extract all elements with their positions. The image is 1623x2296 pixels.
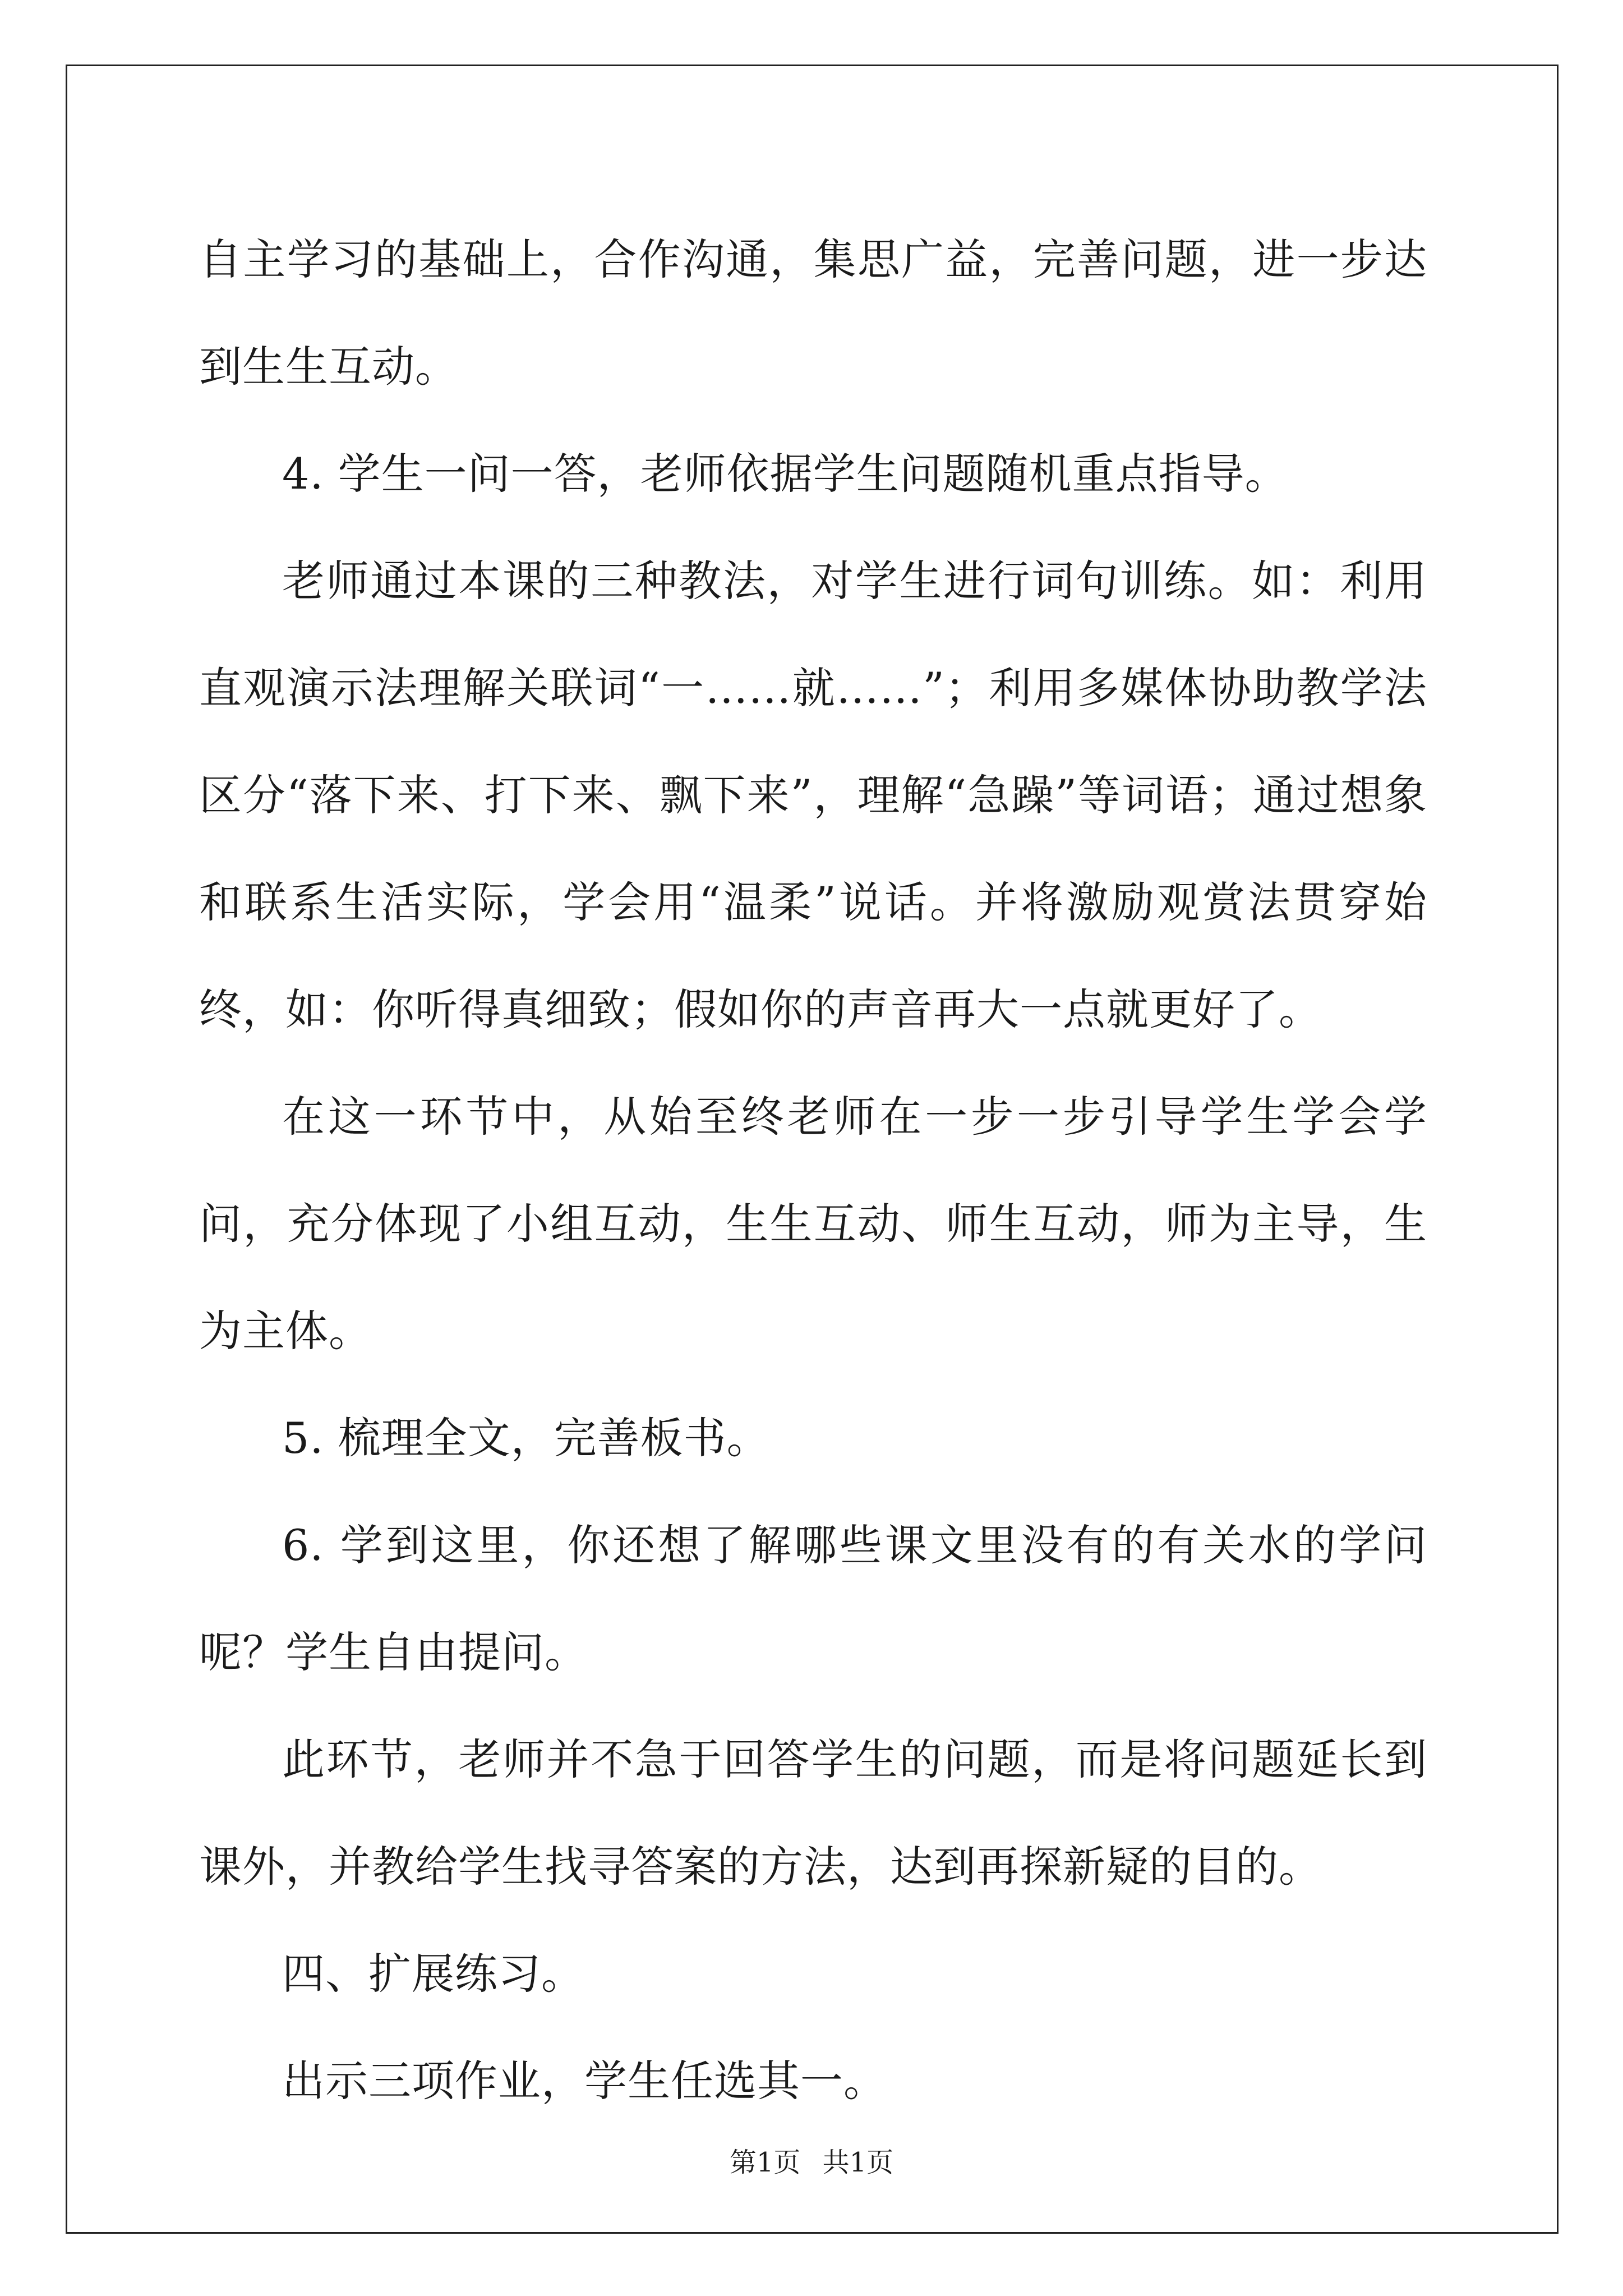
paragraph-7: 此环节，老师并不急于回答学生的问题，而是将问题延长到课外，并教给学生找寻答案的方法，达到再探新疑的目的。 [199,1734,1427,1892]
paragraph-6: 6. 学到这里，你还想了解哪些课文里没有的有关水的学问呢？学生自由提问。 [199,1520,1427,1677]
document-body [199,206,1427,2134]
page-total: 共1页 [822,2147,894,2178]
paragraph-4: 在这一环节中，从始至终老师在一步一步引导学生学会学问，充分体现了小组互动，生生互动、师生互动，师为主导，生为主体。 [199,1092,1427,1356]
page-footer [0,2146,1623,2179]
paragraph-1: 自主学习的基础上，合作沟通，集思广益，完善问题，进一步达到生生互动。 [199,234,1427,392]
paragraph-2: 4. 学生一问一答，老师依据学生问题随机重点指导。 [282,449,1288,499]
paragraph-8: 四、扩展练习。 [282,1949,584,1999]
paragraph-9: 出示三项作业，学生任选其一。 [282,2056,887,2106]
page-number: 第1页 [729,2147,801,2178]
paragraph-3: 老师通过本课的三种教法，对学生进行词句训练。如：利用直观演示法理解关联词“一……就……”；利用多媒体协助教学法区分“落下来、打下来、飘下来”，理解“急躁”等词语；通过想象和联系生活实际，学会用“温柔”说话。并将激励观赏法贯穿始终，如：你听得真细致；假如你的声音再大一点就更好了。 [199,556,1427,1034]
paragraph-5: 5. 梳理全文，完善板书。 [282,1413,770,1463]
